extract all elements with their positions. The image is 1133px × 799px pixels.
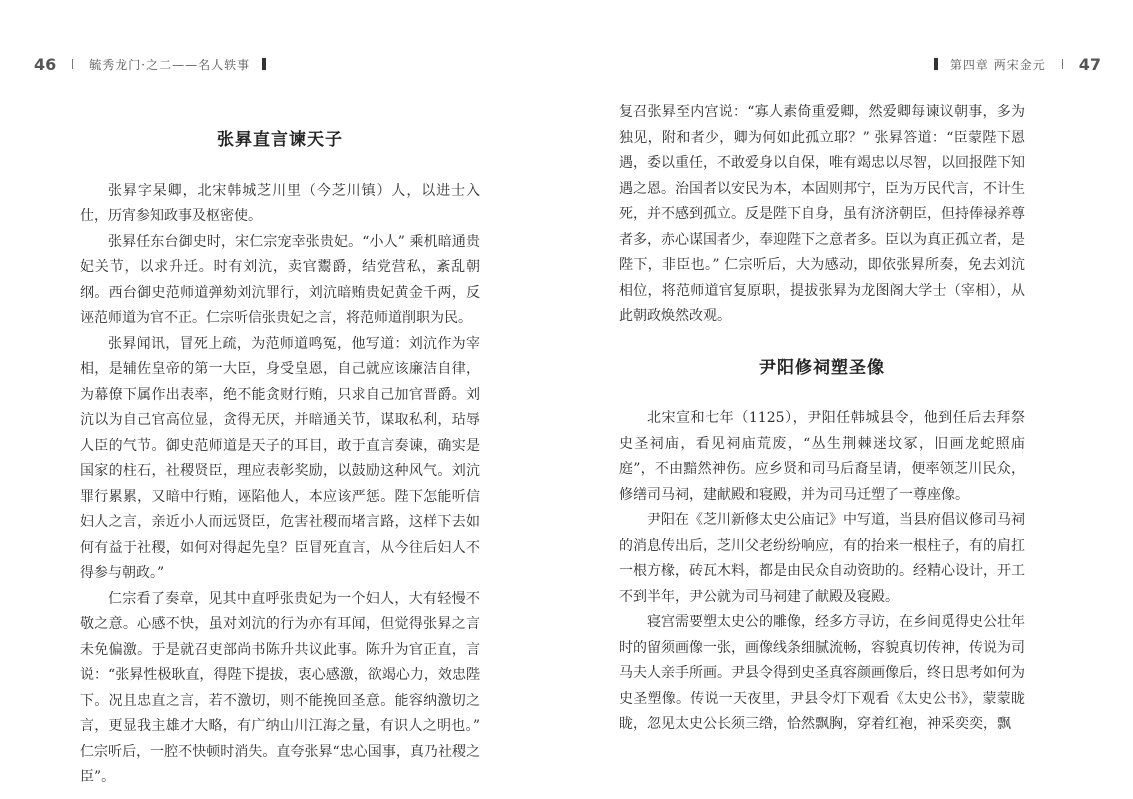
left-page-body bbox=[80, 128, 480, 791]
left-page bbox=[0, 0, 566, 799]
right-page bbox=[567, 0, 1133, 799]
paragraph: 寝宫需要塑太史公的雕像，经多方寻访，在乡间觅得史公壮年时的留须画像一张，画像线条细腻流畅，容貌真切传神，传说为司马夫人亲手所画。尹县令得到史圣真容颜画像后，终日思考如何为史圣塑像。传说一天夜里，尹县令灯下观看《太史公书》，蒙蒙眬眬，忽见太史公长须三绺，恰然飘胸，穿着红袍，神采奕奕，飘 bbox=[619, 614, 1025, 732]
paragraph: 尹阳在《芝川新修太史公庙记》中写道，当县府倡议修司马祠的消息传出后，芝川父老纷纷响应，有的抬来一根柱子，有的肩扛一根方椽，砖瓦木料，都是由民众自动资助的。经精心设计，开工不到半年，尹公就为司马祠建了献殿及寝殿。 bbox=[619, 512, 1025, 605]
header-divider bbox=[72, 59, 73, 69]
paragraph: 张昪字杲卿，北宋韩城芝川里（今芝川镇）人，以进士入仕，历宵参知政事及枢密使。 bbox=[80, 182, 480, 224]
left-running-title: 毓秀龙门·之二——名人轶事 bbox=[89, 57, 251, 72]
header-divider bbox=[1062, 59, 1063, 69]
paragraph: 北宋宣和七年（1125），尹阳任韩城县令，他到任后去拜祭史圣祠庙，看见祠庙荒废，“丛生荆棘迷坟冢，旧画龙蛇照庙庭”，不由黯然神伤。应乡贤和司马后裔呈请，便率领芝川民众，修缮司马祠，建献殿和寝殿，并为司马迁塑了一尊座像。 bbox=[619, 410, 1025, 503]
paragraph: 张昪任东台御史时，宋仁宗宠幸张贵妃。“小人” 乘机暗通贵妃关节，以求升迁。时有刘沆，卖官鬻爵，结党营私，紊乱朝纲。西台御史范师道弹劾刘沆罪行，刘沆暗贿贵妃黄金千两，反诬范师道为官不正。仁宗听信张贵妃之言，将范师道削职为民。 bbox=[80, 233, 480, 326]
article-title: 张昪直言谏天子 bbox=[217, 130, 343, 150]
right-page-body bbox=[619, 100, 1025, 738]
right-running-title: 第四章 两宋金元 bbox=[949, 57, 1046, 72]
paragraph: 仁宗看了奏章，见其中直呼张贵妃为一个妇人，大有轻慢不敬之意。心感不快，虽对刘沆的行为亦有耳闻，但觉得张昪之言未免偏激。于是就召吏部尚书陈升共议此事。陈升为官正直，言说：“张昪性极耿直，得陛下提拔，衷心感激，欲竭心力，效忠陛下。况且忠直之言，若不激切，则不能挽回圣意。能容纳激切之言，更显我主雄才大略，有广纳山川江海之量，有识人之明也。” 仁宗听后，一腔不快顿时消失。直夸张昪“忠心国事，真乃社稷之臣”。 bbox=[80, 590, 480, 785]
header-marker bbox=[934, 58, 938, 70]
left-running-header bbox=[34, 52, 278, 76]
header-marker bbox=[262, 58, 266, 70]
continued-paragraph: 复召张昪至内宫说：“寡人素倚重爱卿，然爱卿每谏议朝事，多为独见，附和者少，卿为何如此孤立耶？” 张昪答道：“臣蒙陛下恩遇，委以重任，不敢爱身以自保，唯有竭忠以尽智，以回报陛下知遇之恩。治国者以安民为本，本固则邦宁，臣为万民代言，不计生死，并不感到孤立。反是陛下自身，虽有济济朝臣，但持俸禄养尊者多，赤心谋国者少，奉迎陛下之意者多。臣以为真正孤立者，是陛下，非臣也。” 仁宗听后，大为感动，即依张昪所奏，免去刘沆相位，将范师道官复原职，提拔张昪为龙图阁大学士（宰相），从此朝政焕然改观。 bbox=[619, 104, 1025, 324]
right-running-header bbox=[922, 52, 1101, 76]
article-title: 尹阳修祠塑圣像 bbox=[759, 357, 885, 378]
left-page-number: 46 bbox=[34, 54, 57, 74]
paragraph: 张昪闻讯，冒死上疏，为范师道鸣冤，他写道：刘沆作为宰相，是辅佐皇帝的第一大臣，身受皇恩，自己就应该廉洁自律，为幕僚下属作出表率，绝不能贪财行贿，只求自己加官晋爵。刘沆以为自己官高位显，贪得无厌，并暗通关节，谋取私利，玷辱人臣的气节。御史范师道是天子的耳目，敢于直言奏谏，确实是国家的柱石，社稷贤臣，理应表彰奖励，以鼓励这种风气。刘沆罪行累累，又暗中行贿，诬陷他人，本应该严惩。陛下怎能听信妇人之言，亲近小人而远贤臣，危害社稷而堵言路，这样下去如何有益于社稷，如何对得起先皇？臣冒死直言，从今往后妇人不得参与朝政。” bbox=[80, 335, 480, 581]
right-page-number: 47 bbox=[1078, 54, 1101, 74]
